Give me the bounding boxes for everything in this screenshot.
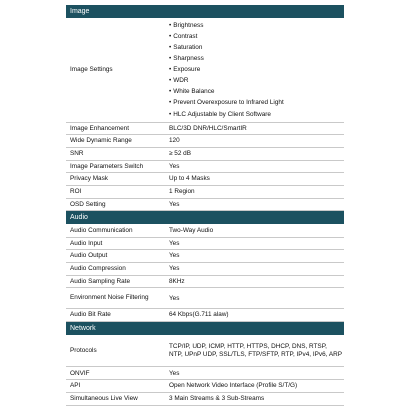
spec-label: Protocols <box>66 335 165 367</box>
spec-value: TCP/IP, UDP, ICMP, HTTP, HTTPS, DHCP, DNS, RTSP, NTP, UPnP UDP, SSL/TLS, FTP/SFTP, RTP, IPv4, IPv6, ARP <box>165 335 344 367</box>
table-row <box>66 198 344 211</box>
table-row <box>66 288 344 309</box>
list-item: • White Balance <box>169 86 342 97</box>
spec-sheet <box>66 5 344 406</box>
spec-label: API <box>66 380 165 393</box>
spec-label: ROI <box>66 185 165 198</box>
spec-label: Audio Output <box>66 250 165 263</box>
table-row <box>66 18 344 122</box>
spec-label: SNR <box>66 147 165 160</box>
list-item: • Exposure <box>169 64 342 75</box>
table-row <box>66 122 344 135</box>
spec-label: Environment Noise Filtering <box>66 288 165 309</box>
spec-value: Open Network Video Interface (Profile S/T/G) <box>165 380 344 393</box>
section-header-image: Image <box>66 5 344 18</box>
table-row <box>66 380 344 393</box>
spec-label: Image Enhancement <box>66 122 165 135</box>
spec-value: Yes <box>165 237 344 250</box>
table-row <box>66 250 344 263</box>
table-row <box>66 160 344 173</box>
list-item: • WDR <box>169 75 342 86</box>
spec-value: Yes <box>165 262 344 275</box>
list-item: • Sharpness <box>169 53 342 64</box>
table-row <box>66 185 344 198</box>
spec-value: BLC/3D DNR/HLC/SmartIR <box>165 122 344 135</box>
table-row <box>66 135 344 148</box>
table-row <box>66 147 344 160</box>
table-row <box>66 392 344 405</box>
list-item: • Contrast <box>169 31 342 42</box>
spec-label: Privacy Mask <box>66 173 165 186</box>
spec-label: Audio Compression <box>66 262 165 275</box>
spec-label: Image Settings <box>66 18 165 122</box>
spec-value: 3 Main Streams & 3 Sub-Streams <box>165 392 344 405</box>
table-row <box>66 309 344 322</box>
spec-value: 8KHz <box>165 275 344 288</box>
spec-value: Yes <box>165 250 344 263</box>
spec-label: ONVIF <box>66 367 165 380</box>
table-row <box>66 275 344 288</box>
spec-label: Audio Sampling Rate <box>66 275 165 288</box>
table-row <box>66 335 344 367</box>
spec-value: Up to 4 Masks <box>165 173 344 186</box>
network-spec-table <box>66 335 344 406</box>
audio-spec-table <box>66 224 344 322</box>
list-item: • Brightness <box>169 20 342 31</box>
spec-label: Audio Communication <box>66 224 165 237</box>
list-item: • HLC Adjustable by Client Software <box>169 109 342 120</box>
spec-label: Audio Bit Rate <box>66 309 165 322</box>
table-row <box>66 237 344 250</box>
spec-value: ≥ 52 dB <box>165 147 344 160</box>
spec-value: Yes <box>165 198 344 211</box>
spec-label: Wide Dynamic Range <box>66 135 165 148</box>
table-row <box>66 224 344 237</box>
spec-value: 64 Kbps(G.711 alaw) <box>165 309 344 322</box>
spec-label: Audio Input <box>66 237 165 250</box>
spec-value: Yes <box>165 288 344 309</box>
spec-label: OSD Setting <box>66 198 165 211</box>
list-item: • Saturation <box>169 42 342 53</box>
spec-label: Image Parameters Switch <box>66 160 165 173</box>
spec-value: Two-Way Audio <box>165 224 344 237</box>
spec-value <box>165 18 344 122</box>
table-row <box>66 173 344 186</box>
image-spec-table <box>66 18 344 211</box>
section-header-audio: Audio <box>66 211 344 224</box>
table-row <box>66 262 344 275</box>
spec-value: Yes <box>165 367 344 380</box>
spec-label: Simultaneous Live View <box>66 392 165 405</box>
spec-value: 1 Region <box>165 185 344 198</box>
section-header-network: Network <box>66 322 344 335</box>
table-row <box>66 367 344 380</box>
image-settings-list <box>169 20 342 120</box>
spec-value: Yes <box>165 160 344 173</box>
spec-value: 120 <box>165 135 344 148</box>
list-item: • Prevent Overexposure to Infrared Light <box>169 97 342 108</box>
